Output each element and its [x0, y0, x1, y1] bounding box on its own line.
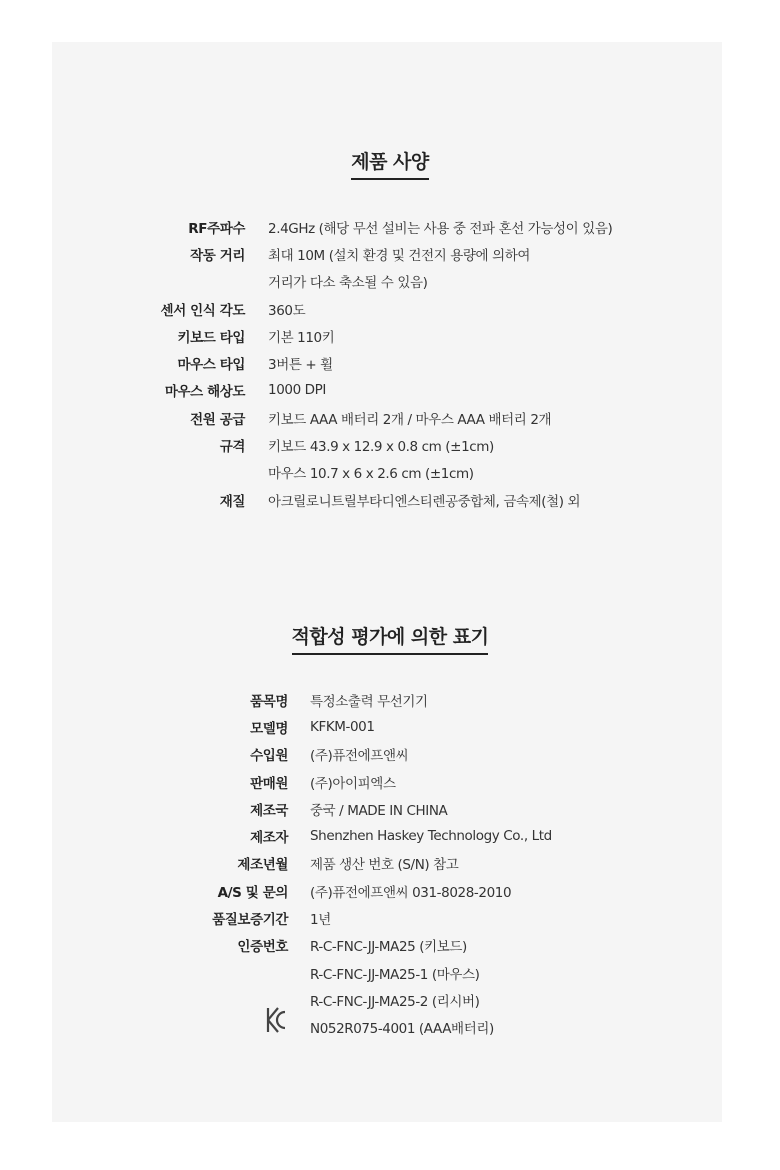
- product-spec-table: [0, 213, 612, 513]
- spec-row: [0, 404, 612, 431]
- spec-row: [0, 322, 612, 349]
- conformity-label: 제조자: [250, 830, 288, 847]
- conformity-label: 수입원: [250, 748, 288, 765]
- conformity-row: [0, 741, 552, 768]
- conformity-value: R-C-FNC-JJ-MA25 (키보드): [310, 939, 467, 956]
- conformity-label: 판매원: [250, 775, 288, 792]
- spec-row: [0, 377, 612, 404]
- spec-row: [0, 349, 612, 376]
- spec-value: 거리가 다소 축소될 수 있음): [268, 275, 428, 292]
- conformity-value: R-C-FNC-JJ-MA25-2 (리시버): [310, 993, 480, 1010]
- spec-row: [0, 240, 612, 267]
- product-spec-title: 제품 사양: [0, 147, 780, 180]
- conformity-value: N052R075-4001 (AAA배터리): [310, 1021, 494, 1038]
- conformity-value: (주)아이피엑스: [310, 775, 396, 792]
- spec-value: 3버튼 + 휠: [268, 357, 333, 374]
- spec-value: 마우스 10.7 x 6 x 2.6 cm (±1cm): [268, 466, 474, 483]
- conformity-row: [0, 713, 552, 740]
- spec-value: 키보드 43.9 x 12.9 x 0.8 cm (±1cm): [268, 439, 494, 456]
- conformity-value: (주)퓨전에프앤씨: [310, 748, 409, 765]
- spec-row: [0, 486, 612, 513]
- spec-label: RF주파수: [188, 220, 245, 237]
- conformity-label: A/S 및 문의: [217, 884, 288, 901]
- conformity-label: 품목명: [250, 693, 288, 710]
- conformity-table: [0, 686, 552, 1041]
- spec-label: 마우스 해상도: [164, 384, 245, 401]
- spec-label: 규격: [219, 439, 245, 456]
- spec-label: 센서 인식 각도: [160, 302, 245, 319]
- conformity-value: 중국 / MADE IN CHINA: [310, 802, 448, 819]
- conformity-value: 1년: [310, 912, 331, 929]
- spec-row: [0, 213, 612, 240]
- spec-label: 키보드 타입: [177, 329, 245, 346]
- spec-row: [0, 295, 612, 322]
- conformity-value: (주)퓨전에프앤씨 031-8028-2010: [310, 884, 512, 901]
- conformity-label: 제조년월: [237, 857, 288, 874]
- spec-value: 2.4GHz (해당 무선 설비는 사용 중 전파 혼선 가능성이 있음): [268, 220, 613, 237]
- conformity-row: [0, 768, 552, 795]
- conformity-value: 특정소출력 무선기기: [310, 693, 428, 710]
- spec-label: 재질: [219, 493, 245, 510]
- spec-value: 1000 DPI: [268, 382, 326, 399]
- conformity-value: 제품 생산 번호 (S/N) 참고: [310, 857, 459, 874]
- spec-value: 최대 10M (설치 환경 및 건전지 용량에 의하여: [268, 247, 530, 264]
- spec-label: 전원 공급: [190, 411, 245, 428]
- spec-value: 360도: [268, 302, 306, 319]
- conformity-row: [0, 795, 552, 822]
- spec-row: [0, 268, 612, 295]
- conformity-value: KFKM-001: [310, 718, 375, 735]
- conformity-row: [0, 850, 552, 877]
- spec-label: 작동 거리: [190, 247, 245, 264]
- conformity-row: [0, 904, 552, 931]
- conformity-label: 인증번호: [237, 939, 288, 956]
- spec-value: 기본 110키: [268, 329, 335, 346]
- conformity-title: 적합성 평가에 의한 표기: [0, 622, 780, 655]
- spec-value: 아크릴로니트릴부타디엔스티렌공중합체, 금속제(철) 외: [268, 493, 581, 510]
- conformity-label: 모델명: [250, 720, 288, 737]
- conformity-row: [0, 932, 552, 959]
- conformity-row: [0, 959, 552, 986]
- spec-label: 마우스 타입: [177, 357, 245, 374]
- spec-value: 키보드 AAA 배터리 2개 / 마우스 AAA 배터리 2개: [268, 411, 552, 428]
- conformity-label: 제조국: [250, 802, 288, 819]
- spec-row: [0, 431, 612, 458]
- conformity-value: R-C-FNC-JJ-MA25-1 (마우스): [310, 966, 480, 983]
- conformity-value: Shenzhen Haskey Technology Co., Ltd: [310, 828, 552, 845]
- conformity-label: 품질보증기간: [212, 912, 288, 929]
- spec-row: [0, 459, 612, 486]
- conformity-row: [0, 686, 552, 713]
- kc-certification-icon: [265, 1005, 287, 1035]
- conformity-row: [0, 822, 552, 849]
- conformity-row: [0, 877, 552, 904]
